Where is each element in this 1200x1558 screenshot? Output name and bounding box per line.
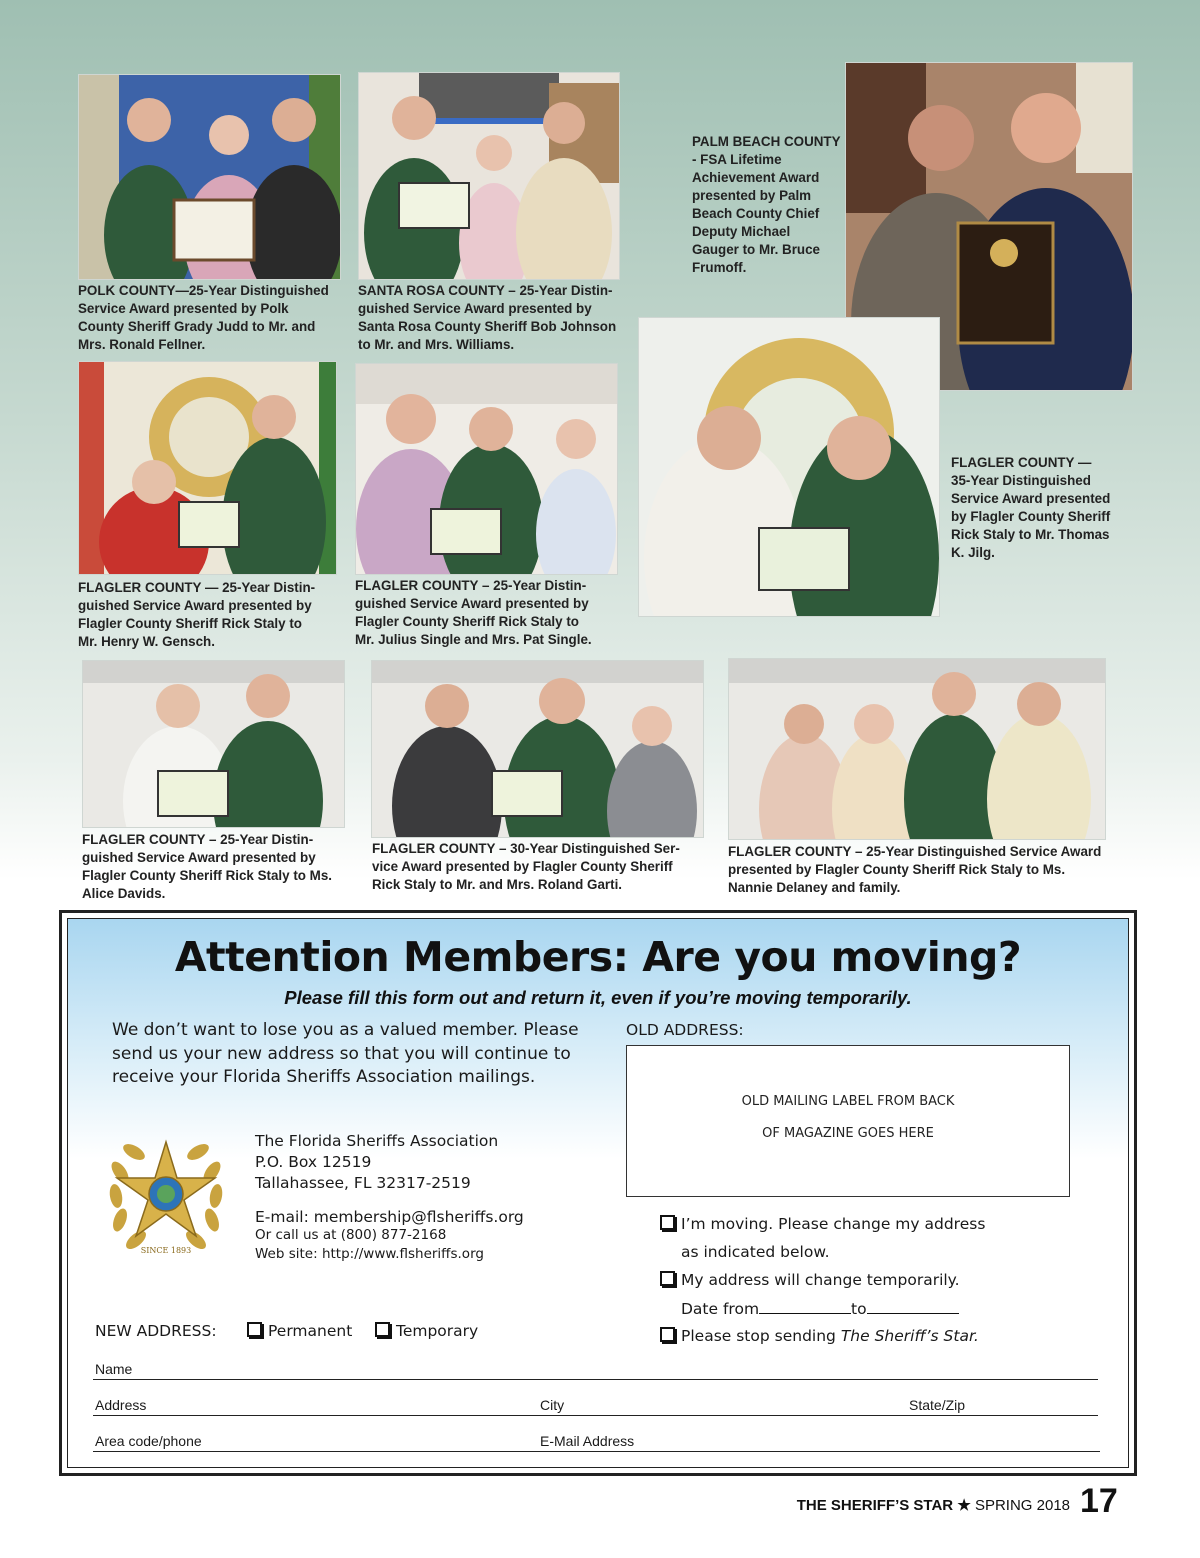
- photo-caption-polk: POLK COUNTY—25-Year Distinguished Service Award presented by Polk County Sheriff Grady Judd to Mr. and Mrs. Ronald Fellner.: [78, 283, 329, 352]
- photo-santa-rosa-county: [358, 72, 620, 280]
- option-stop-sending[interactable]: [660, 1327, 979, 1345]
- po-box: P.O. Box 12519: [255, 1153, 372, 1171]
- seal-text: SINCE 1893: [140, 1246, 192, 1255]
- phone-contact: Or call us at (800) 877-2168: [255, 1227, 447, 1243]
- photo-flagler-garti: [371, 660, 704, 838]
- photo-caption-palm-beach: PALM BEACH COUNTY - FSA Lifetime Achievement Award presented by Palm Beach County Chief Deputy Michael Gauger to Mr. Bruce Frumoff.: [692, 134, 841, 275]
- email-field-label: E-Mail Address: [540, 1433, 635, 1449]
- date-to-label: to: [851, 1300, 867, 1318]
- fsa-seal-logo: [102, 1134, 230, 1259]
- name-field[interactable]: [93, 1379, 1098, 1380]
- form-subtitle: Please fill this form out and return it, even if you’re moving temporarily.: [284, 987, 912, 1008]
- photo-polk-county: [78, 74, 341, 280]
- email-contact[interactable]: E-mail: membership@flsheriffs.org: [255, 1208, 524, 1226]
- date-range-line: [681, 1299, 959, 1318]
- address-field-label: Address: [95, 1397, 147, 1413]
- page-footer: [797, 1496, 1070, 1514]
- checkbox-temporary[interactable]: [375, 1322, 390, 1337]
- photo-flagler-gensch: [78, 361, 337, 575]
- option-temporary-change[interactable]: [660, 1271, 960, 1289]
- phone-field-label: Area code/phone: [95, 1433, 202, 1449]
- address-field[interactable]: [93, 1415, 1098, 1416]
- option-moving-label: I’m moving. Please change my address: [681, 1215, 986, 1233]
- photo-flagler-single: [355, 363, 618, 575]
- form-intro-text: We don’t want to lose you as a valued member. Please send us your new address so that you will continue to receive your Florida Sheriffs Association mailings.: [112, 1020, 579, 1087]
- checkbox-stop-sending[interactable]: [660, 1327, 675, 1342]
- option-permanent[interactable]: [247, 1322, 352, 1340]
- association-contact-info: [255, 1131, 524, 1264]
- photo-flagler-delaney: [728, 658, 1106, 840]
- checkbox-moving[interactable]: [660, 1215, 675, 1230]
- photo-caption-flagler-jilg: FLAGLER COUNTY — 35-Year Distinguished Service Award presented by Flagler County Sheriff Rick Staly to Mr. Thomas K. Jilg.: [951, 455, 1111, 560]
- photo-caption-flagler-garti: FLAGLER COUNTY – 30-Year Distinguished Ser- vice Award presented by Flagler County Sheriff Rick Staly to Mr. and Mrs. Roland Garti.: [372, 841, 680, 892]
- old-address-label: OLD ADDRESS:: [626, 1021, 744, 1039]
- state-zip-field-label: State/Zip: [909, 1397, 966, 1413]
- checkbox-temporary-change[interactable]: [660, 1271, 675, 1286]
- page-number: 17: [1080, 1482, 1118, 1520]
- photo-caption-flagler-davids: FLAGLER COUNTY – 25-Year Distin- guished Service Award presented by Flagler County Sheriff Rick Staly to Ms. Alice Davids.: [82, 832, 333, 901]
- photo-caption-flagler-gensch: FLAGLER COUNTY — 25-Year Distin- guished Service Award presented by Flagler County Sheriff Rick Staly to Mr. Henry W. Gensch.: [78, 580, 316, 649]
- checkbox-permanent[interactable]: [247, 1322, 262, 1337]
- city-field-label: City: [540, 1397, 565, 1413]
- issue-label: SPRING 2018: [974, 1497, 1070, 1514]
- permanent-label: Permanent: [268, 1322, 353, 1340]
- website-link[interactable]: Web site: http://www.flsheriffs.org: [255, 1246, 484, 1262]
- option-stop-label: Please stop sending: [681, 1327, 841, 1345]
- date-to-field[interactable]: [867, 1299, 959, 1314]
- option-stop-publication: The Sheriff’s Star.: [840, 1327, 979, 1345]
- new-address-label: NEW ADDRESS:: [95, 1322, 217, 1340]
- option-temporary-label: My address will change temporarily.: [681, 1271, 960, 1289]
- label-box-line-1: OLD MAILING LABEL FROM BACK: [741, 1094, 955, 1109]
- form-title: Attention Members: Are you moving?: [174, 933, 1022, 981]
- publication-name: THE SHERIFF’S STAR: [796, 1497, 954, 1514]
- old-mailing-label-box[interactable]: [626, 1045, 1070, 1197]
- change-of-address-form: [59, 910, 1137, 1476]
- option-temporary[interactable]: [375, 1322, 478, 1340]
- photo-flagler-jilg: [638, 317, 940, 617]
- photo-caption-flagler-single: FLAGLER COUNTY – 25-Year Distin- guished Service Award presented by Flagler County Sheriff Rick Staly to Mr. Julius Single and Mrs. Pat Single.: [355, 578, 592, 647]
- temporary-label: Temporary: [396, 1322, 479, 1340]
- form-panel: [67, 918, 1129, 1468]
- city-state-zip: Tallahassee, FL 32317-2519: [255, 1174, 471, 1192]
- photo-caption-santa-rosa: SANTA ROSA COUNTY – 25-Year Distin- guished Service Award presented by Santa Rosa County Sheriff Bob Johnson to Mr. and Mrs. Williams.: [358, 283, 617, 352]
- phone-email-field[interactable]: [93, 1451, 1100, 1452]
- date-from-label: Date from: [681, 1300, 760, 1318]
- photo-caption-flagler-delaney: FLAGLER COUNTY – 25-Year Distinguished Service Award presented by Flagler County Sheriff Rick Staly to Ms. Nannie Delaney and family.: [728, 844, 1102, 895]
- option-moving-continued: as indicated below.: [681, 1243, 830, 1261]
- option-moving[interactable]: [660, 1215, 985, 1233]
- star-icon: ★: [957, 1497, 971, 1514]
- org-name: The Florida Sheriffs Association: [255, 1132, 499, 1150]
- name-field-label: Name: [95, 1361, 133, 1377]
- label-box-line-2: OF MAGAZINE GOES HERE: [762, 1126, 934, 1141]
- date-from-field[interactable]: [759, 1299, 851, 1314]
- photo-flagler-davids: [82, 660, 345, 828]
